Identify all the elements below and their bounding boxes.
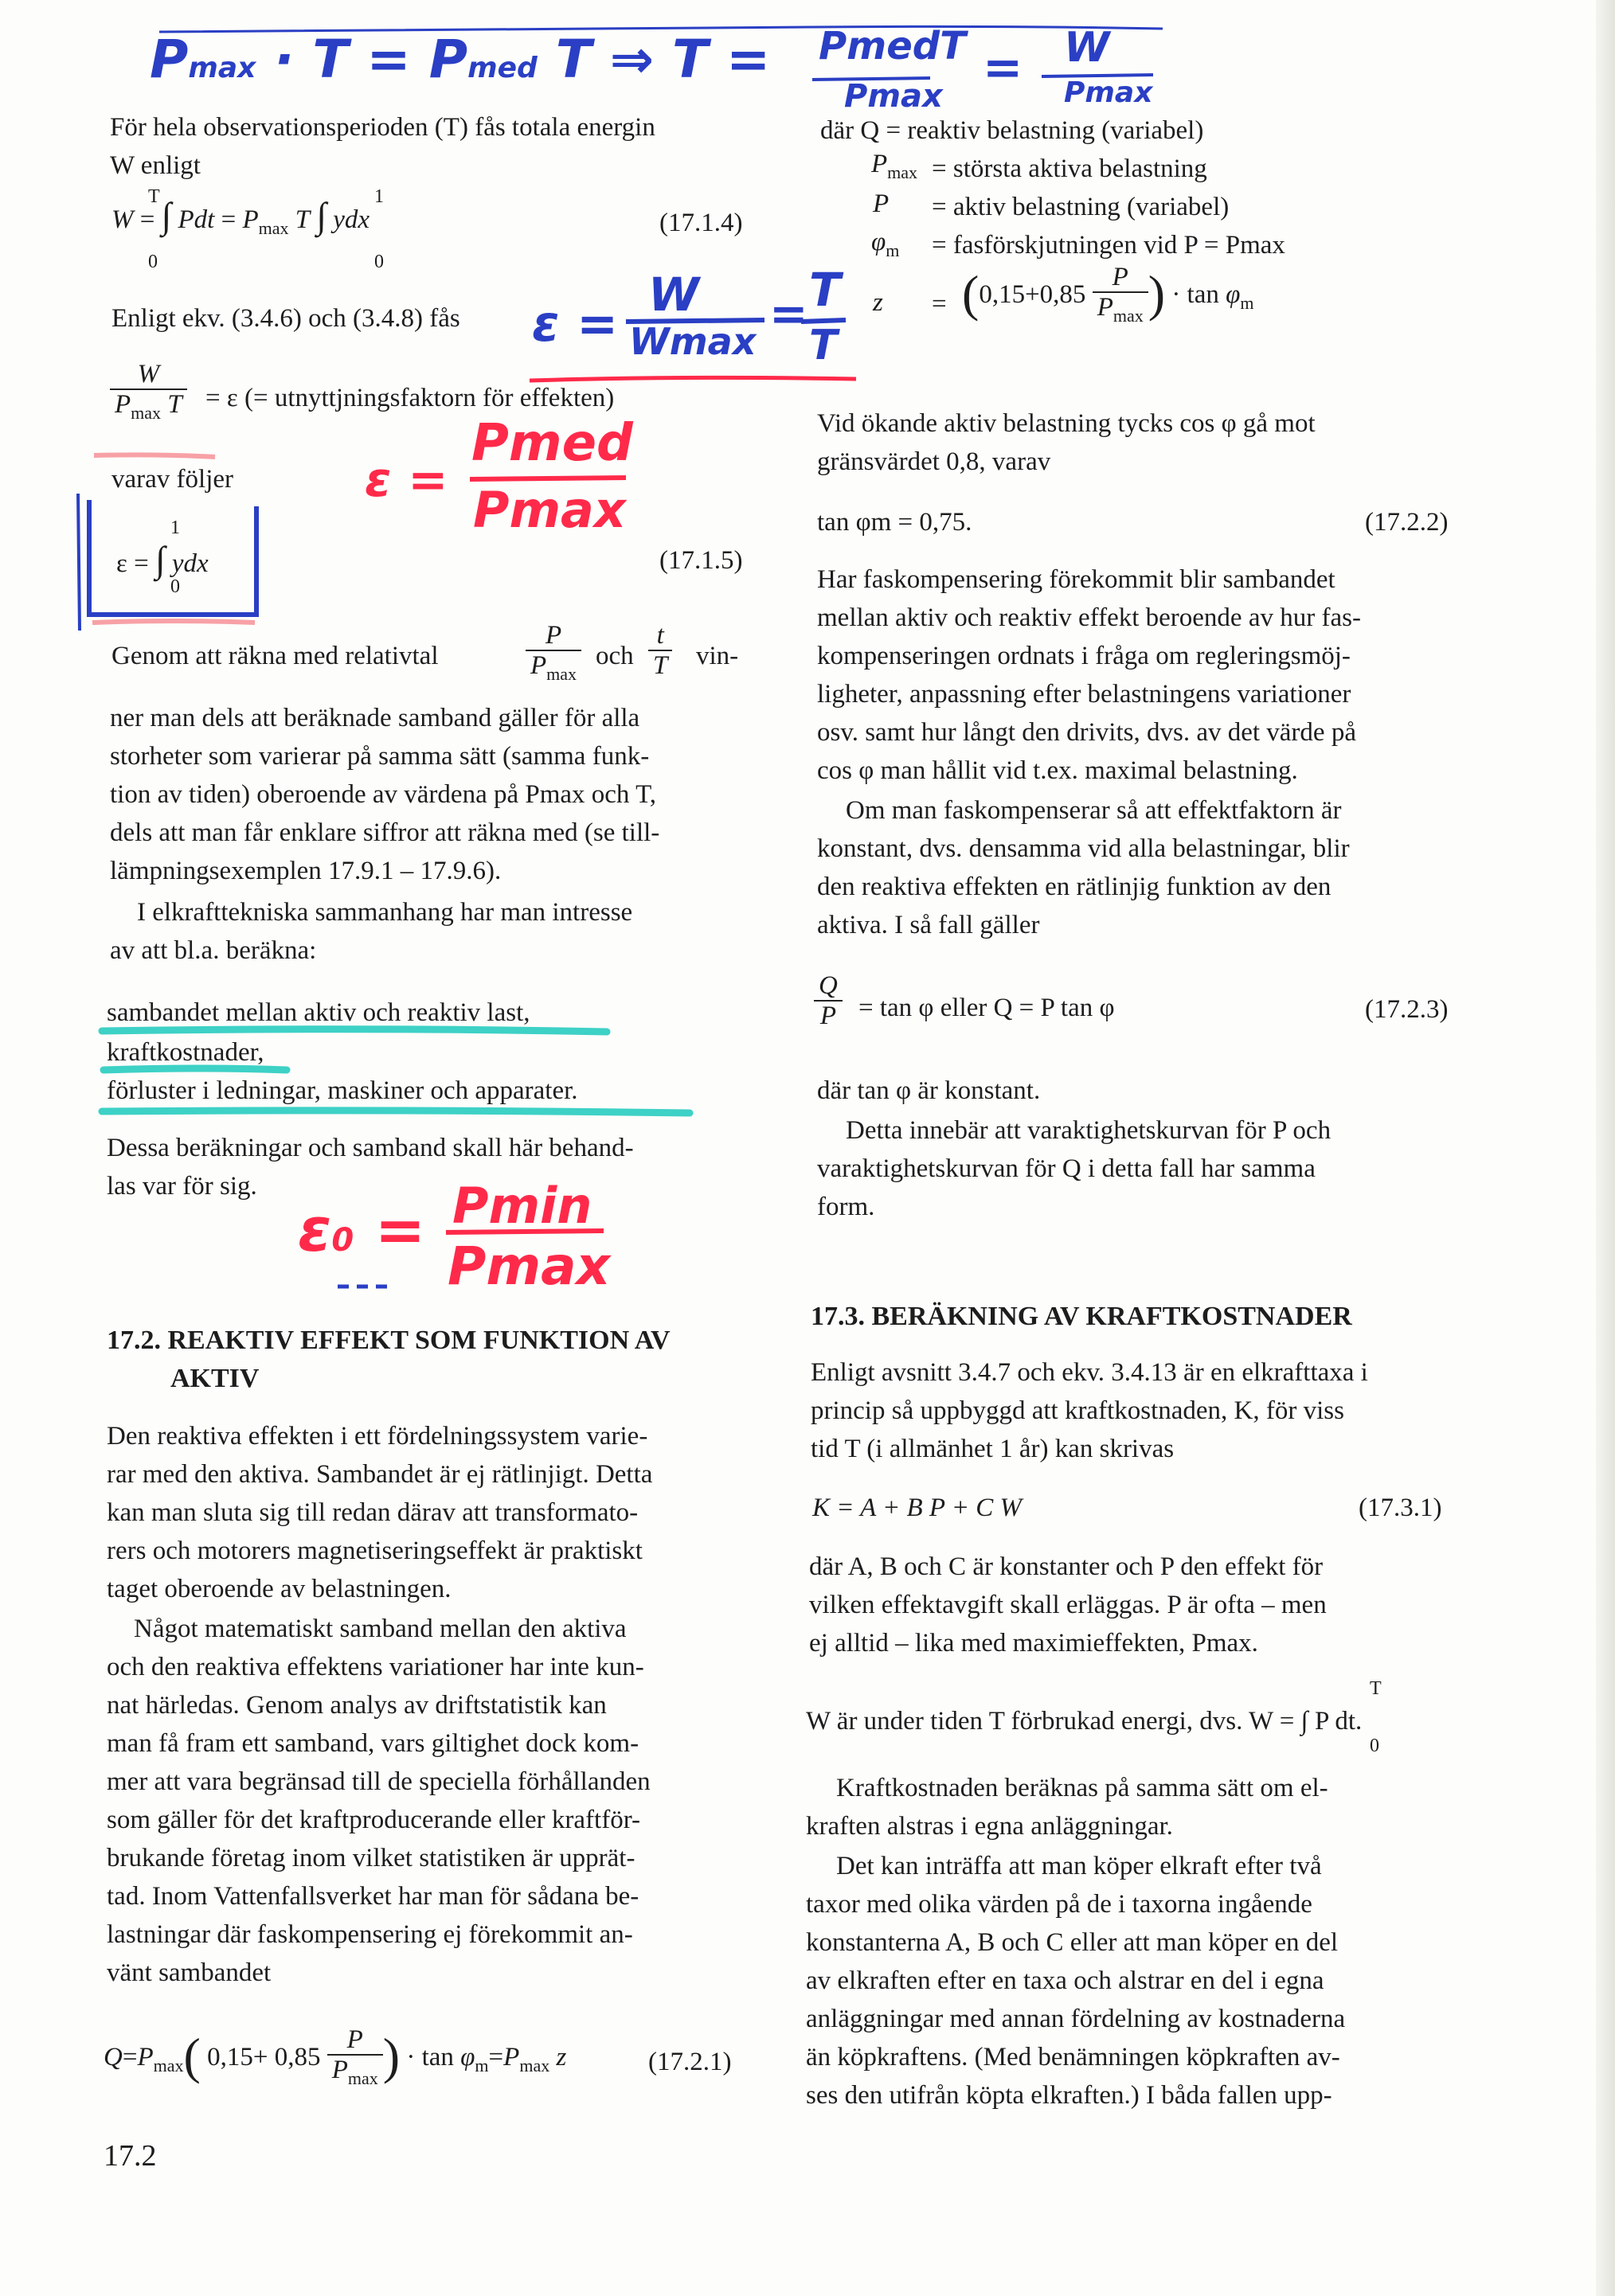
- eq-w-lower-limit: 0: [1370, 1736, 1379, 1756]
- right-p1-line1: Vid ökande aktiv belastning tycks cos φ gå mot: [817, 409, 1316, 438]
- handwritten-pmed: Pmed: [471, 414, 633, 473]
- left-p5-line2: av att bl.a. beräkna:: [110, 936, 317, 965]
- right-p6-line1: Enligt avsnitt 3.4.7 och ekv. 3.4.13 är en elkrafttaxa i: [811, 1358, 1368, 1387]
- sym-z: z: [873, 288, 883, 317]
- right-p5-line3: form.: [817, 1193, 875, 1221]
- left-p4-line3: storheter som varierar på samma sätt (samma funk-: [110, 742, 650, 771]
- left-p4-line5: dels att man får enklare siffror att räkna med (se till-: [110, 818, 660, 847]
- left-p4-line1-c: vin-: [696, 642, 739, 670]
- def-p: = aktiv belastning (variabel): [932, 193, 1230, 221]
- left-p3: varav följer: [111, 465, 233, 494]
- def-pmax: = största aktiva belastning: [932, 154, 1207, 183]
- right-p10-line1: Det kan inträffa att man köper elkraft efter två: [836, 1852, 1322, 1880]
- right-p2-line2: mellan aktiv och reaktiv effekt beroende av hur fas-: [817, 603, 1361, 632]
- right-p10-line3: konstanterna A, B och C eller att man köper en del: [806, 1928, 1339, 1957]
- left-p6-line2: las var för sig.: [107, 1172, 257, 1201]
- list-item-1: sambandet mellan aktiv och reaktiv last,: [107, 998, 530, 1027]
- left-p7-line5: taget oberoende av belastningen.: [107, 1575, 452, 1603]
- eq-17-1-5: ε = ∫ ydx: [116, 539, 209, 580]
- eq-eps-text: = ε (= utnyttjningsfaktorn för effekten): [205, 384, 615, 412]
- pink-underline-eq175: [92, 621, 255, 623]
- right-p3-line2: konstant, dvs. densamma vid alla belastningar, blir: [817, 834, 1350, 863]
- eq-17-1-4-upper-limit-2: 1: [374, 186, 384, 207]
- right-p4: där tan φ är konstant.: [817, 1076, 1041, 1105]
- teal-highlight-list3: [102, 1111, 690, 1113]
- right-p8: W är under tiden T förbrukad energi, dvs. W = ∫ P dt.: [806, 1707, 1363, 1736]
- left-p8-line5: mer att vara begränsad till de speciella förhållanden: [107, 1767, 651, 1796]
- left-p7-line4: rers och motorers magnetiseringseffekt är praktiskt: [107, 1537, 643, 1565]
- right-p9-line2: kraften alstras i egna anläggningar.: [806, 1812, 1173, 1841]
- sym-phim: $\varphi_m$: [871, 228, 900, 260]
- left-p8-line9: lastningar där faskompensering ej förekommit an-: [107, 1920, 633, 1949]
- left-p2: Enligt ekv. (3.4.6) och (3.4.8) fås: [111, 304, 460, 333]
- eq-17-2-1-number: (17.2.1): [648, 2048, 732, 2076]
- right-p2-line1: Har faskompensering förekommit blir sambandet: [817, 565, 1335, 594]
- blue-bracket-left: [78, 494, 80, 631]
- left-p8-line10: vänt sambandet: [107, 1958, 272, 1987]
- eq-17-2-3-text: = tan φ eller Q = P tan φ: [858, 994, 1115, 1022]
- right-p3-line3: den reaktiva effekten en rätlinjig funktion av den: [817, 873, 1331, 901]
- right-p5-line2: varaktighetskurvan för Q i detta fall har samma: [817, 1154, 1316, 1183]
- handwritten-top-w: W: [1064, 24, 1110, 72]
- pink-underline-varav: [94, 455, 215, 457]
- handwritten-eps-t-num: T: [809, 263, 841, 317]
- page-number: 17.2: [104, 2139, 157, 2173]
- left-p4-line1-a: Genom att räkna med relativtal: [111, 642, 439, 670]
- eq-17-1-5-number: (17.1.5): [659, 546, 743, 575]
- left-p8-line3: nat härledas. Genom analys av driftstatistik kan: [107, 1691, 607, 1720]
- list-item-3: förluster i ledningar, maskiner och apparater.: [107, 1076, 578, 1105]
- eq-17-1-4: W = ∫ Pdt = $P_{max}$ T ∫ ydx: [111, 195, 370, 238]
- eq-17-2-1: $Q=P_{max}$( 0,15+ 0,85 $\frac{P}{P_{max}}$ ) · $\tan \varphi_m=P_{max}$ z: [104, 2025, 567, 2088]
- handwritten-eps-w-num: W: [648, 267, 699, 322]
- left-p7-line3: kan man sluta sig till redan därav att transformato-: [107, 1498, 639, 1527]
- sym-p: P: [873, 189, 890, 218]
- left-p8-line1: Något matematiskt samband mellan den aktiva: [134, 1615, 627, 1643]
- eq-17-1-4-number: (17.1.4): [659, 209, 743, 237]
- right-p10-line4: av elkraften efter en taxa och alstrar en del i egna: [806, 1966, 1324, 1995]
- heading-17-2-line2: AKTIV: [170, 1364, 260, 1393]
- handwritten-eps-eq2: =: [769, 287, 808, 341]
- right-p10-line7: ses den utifrån köpta elkraften.) I båda fallen upp-: [806, 2081, 1332, 2110]
- right-p7-line1: där A, B och C är konstanter och P den effekt för: [809, 1552, 1324, 1581]
- left-p7-line1: Den reaktiva effekten i ett fördelningssystem varie-: [107, 1422, 648, 1451]
- left-p1-line1: För hela observationsperioden (T) fås totala energin: [110, 113, 655, 142]
- handwritten-eps-t-den: T: [809, 322, 838, 369]
- eq-17-2-3-number: (17.2.3): [1365, 995, 1449, 1024]
- def-z-expression: (0,15+0,85 $\frac{P}{P_{max}}$ ) · $\tan \varphi_m$: [962, 263, 1254, 326]
- right-p10-line6: än köpkraftens. (Med benämningen köpkraften av-: [806, 2043, 1340, 2071]
- handwritten-pmax-2: Pmax: [448, 1236, 611, 1297]
- right-p7-line3: ej alltid – lika med maximieffekten, Pmax.: [809, 1629, 1258, 1658]
- eq-17-1-4-upper-limit-1: T: [148, 186, 160, 207]
- eq-17-1-5-upper-limit: 1: [170, 517, 180, 538]
- handwritten-eps-pmed-symbol: ε =: [365, 452, 448, 508]
- eq-17-1-5-lower-limit: 0: [170, 576, 180, 597]
- left-p1-line2: W enligt: [110, 151, 201, 180]
- handwritten-top-equals: =: [983, 40, 1023, 96]
- list-item-2: kraftkostnader,: [107, 1038, 264, 1067]
- left-p8-line4: man få fram ett samband, vars giltighet dock kom-: [107, 1729, 639, 1758]
- handwritten-top-frac-num: PmedT: [819, 24, 966, 68]
- eq-17-2-2-number: (17.2.2): [1365, 508, 1449, 537]
- left-p4-line2: ner man dels att beräknade samband gäller för alla: [110, 704, 640, 732]
- right-p3-line4: aktiva. I så fall gäller: [817, 911, 1040, 939]
- def-phim: = fasförskjutningen vid P = Pmax: [932, 231, 1285, 260]
- left-p6-line1: Dessa beräkningar och samband skall här behand-: [107, 1134, 634, 1162]
- left-p4-line6: lämpningsexemplen 17.9.1 – 17.9.6).: [110, 857, 502, 885]
- relative-p-fraction: $\frac{P}{P_{max}}$: [526, 621, 581, 689]
- eq-17-1-4-lower-limit-1: 0: [148, 252, 158, 272]
- left-p8-line2: och den reaktiva effektens variationer har inte kun-: [107, 1653, 644, 1681]
- left-p7-line2: rar med den aktiva. Sambandet är ej rätlinjigt. Detta: [107, 1460, 653, 1489]
- right-p9-line1: Kraftkostnaden beräknas på samma sätt om el-: [836, 1774, 1328, 1802]
- right-p2-line3: kompenseringen ordnats i fråga om regleringsmöj-: [817, 642, 1351, 670]
- handwritten-top-equation: Pmax · T = Pmed T ⇒ T =: [150, 29, 771, 90]
- left-p8-line8: tad. Inom Vattenfallsverket har man för sådana be-: [107, 1882, 639, 1911]
- right-p3-line1: Om man faskompenserar så att effektfaktorn är: [846, 796, 1342, 825]
- def-z-eq: =: [932, 290, 947, 318]
- eq-w-upper-limit: T: [1370, 1678, 1382, 1699]
- right-p6-line2: princip så uppbyggd att kraftkostnaden, K, för viss: [811, 1396, 1344, 1425]
- page-edge-shadow: [1596, 0, 1615, 2296]
- sym-pmax: $P_{max}$: [871, 150, 918, 182]
- left-p4-line1-b: och: [596, 642, 634, 670]
- left-p4-line4: tion av tiden) oberoende av värdena på Pmax och T,: [110, 780, 657, 809]
- eq-17-2-3-fraction: $\frac{Q}{P}$: [814, 971, 843, 1030]
- handwritten-eps-wmax: Wmax: [629, 320, 757, 363]
- right-dar-q: där Q = reaktiv belastning (variabel): [820, 116, 1204, 145]
- eq-17-1-4-lower-limit-2: 0: [374, 252, 384, 272]
- relative-t-fraction: $\frac{t}{T}$: [648, 621, 672, 680]
- left-p8-line7: brukande företag inom vilket statistiken är upprät-: [107, 1844, 635, 1872]
- right-p10-line5: anläggningar med annan fördelning av kostnaderna: [806, 2005, 1346, 2033]
- heading-17-3: 17.3. BERÄKNING AV KRAFTKOSTNADER: [811, 1302, 1352, 1331]
- left-p5-line1: I elkrafttekniska sammanhang har man intresse: [137, 898, 633, 927]
- eq-17-2-2: tan φm = 0,75.: [817, 508, 972, 537]
- handwritten-eps0: ε0 =: [298, 1194, 426, 1265]
- left-p8-line6: som gäller för det kraftproducerande eller kraftför-: [107, 1806, 641, 1834]
- right-p1-line2: gränsvärdet 0,8, varav: [817, 447, 1051, 476]
- handwritten-pmin: Pmin: [452, 1177, 592, 1235]
- right-p6-line3: tid T (i allmänhet 1 år) kan skrivas: [811, 1435, 1175, 1463]
- heading-17-2-line1: 17.2. REAKTIV EFFEKT SOM FUNKTION AV: [107, 1326, 671, 1355]
- right-p2-line6: cos φ man hållit vid t.ex. maximal belastning.: [817, 756, 1298, 785]
- right-p5-line1: Detta innebär att varaktighetskurvan för P och: [846, 1116, 1331, 1145]
- right-p7-line2: vilken effektavgift skall erläggas. P är ofta – men: [809, 1591, 1327, 1619]
- handwritten-eps-symbol: ε =: [532, 295, 619, 353]
- handwritten-pmax: Pmax: [473, 481, 626, 539]
- eq-eps-fraction: $\frac{W}{P_{max} T}$: [110, 360, 187, 428]
- eq-17-3-1: K = A + B P + C W: [812, 1494, 1023, 1522]
- right-p10-line2: taxor med olika värden på de i taxorna ingående: [806, 1890, 1312, 1919]
- handwritten-top-frac-den: Pmax: [844, 78, 943, 115]
- right-p2-line5: osv. samt hur långt den drivits, dvs. av det värde på: [817, 718, 1356, 747]
- eq-17-3-1-number: (17.3.1): [1359, 1494, 1442, 1522]
- right-p2-line4: ligheter, anpassning efter belastningens variationer: [817, 680, 1351, 709]
- handwritten-top-pmax: Pmax: [1064, 76, 1153, 109]
